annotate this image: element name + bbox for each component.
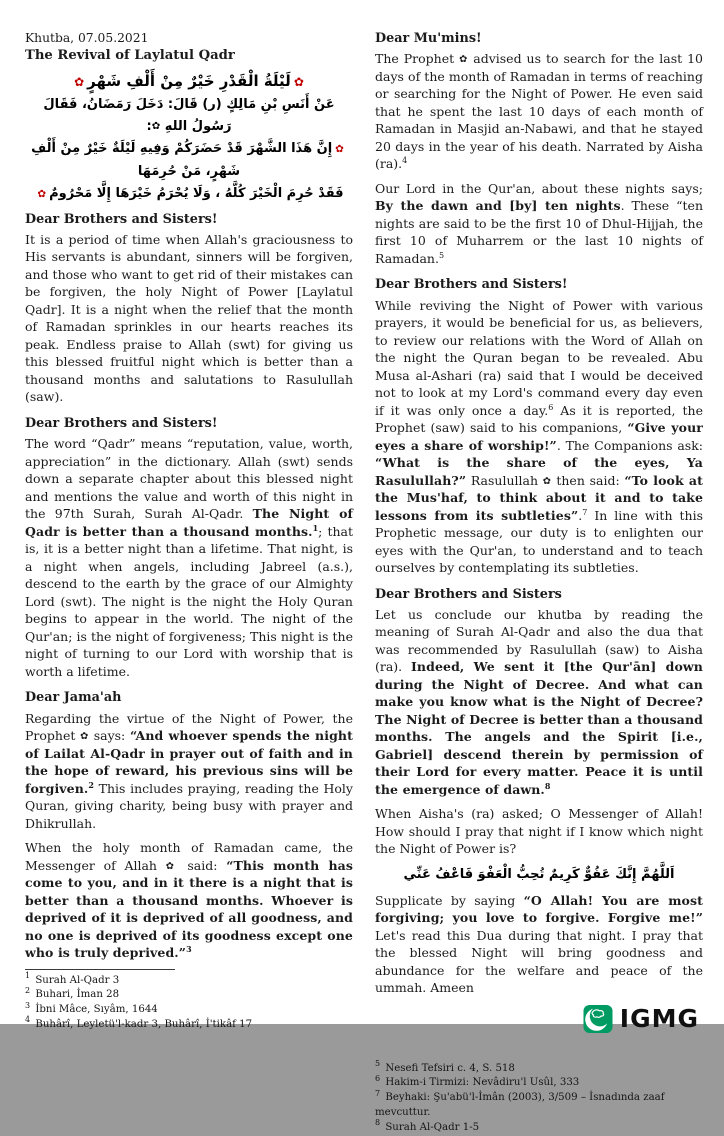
bold-text-run: “O Allah! You are most forgiving; you love to forgive. Forgive me!” [375,892,703,926]
footnote-number: 2 [25,985,31,995]
arabic-quote-block [25,69,353,205]
paragraph [375,805,703,858]
text-run: فَقَدْ حُرِمَ الْخَيْرَ كُلَّهُ ، وَلَا يُحْرَمُ خَيْرَهَا إِلَّا مَحْرُومٌ [49,185,344,201]
text-run: Supplicate by saying [375,892,524,908]
text-run: Let's read this Dua during that night. I pray that the blessed Night will bring goodness and abundance for the welfare and peace of the ummah. Ameen [375,927,703,996]
saw-calligraphy-icon: ✿ [542,475,552,487]
footnote-number: 3 [25,1000,31,1010]
bold-text-run: By the dawn and [by] ten nights [375,198,621,214]
footnote-number: 1 [25,971,31,981]
section-heading: Dear Brothers and Sisters [375,586,562,602]
arabic-dua: اَللَّهُمَّ إِنَّكَ عَفُوٌّ كَرِيمٌ تُحِبُّ الْعَفْوَ فَاعْفُ عَنِّي [403,866,675,882]
left-footnotes [25,969,353,1033]
footnote-number: 4 [25,1015,31,1025]
arabic-header-line [25,183,353,205]
text-run: As it is reported, the Prophet (saw) said to his companions, [375,402,703,436]
bold-text-run: “Give your eyes a share of worship!” [375,420,703,453]
igmg-logo [375,1004,703,1034]
footnote-reference: 1 [312,522,319,533]
footnote-reference: 4 [402,156,408,166]
right-column-text [375,30,703,1004]
bold-text-run: “This month has come to you, and in it there is a night that is better than a thousand months. Whoever is deprived of it is deprived of all goodness, and no one is deprived of its goodness except one who is truly deprived.” [25,857,354,961]
text-run: . These “ten nights are said to be the first 10 of Dhul-Hijjah, the first 10 of Muharrem or the last 10 nights of Ramadan. [375,198,703,266]
text-run: The word “Qadr” means “reputation, value, worth, appreciation” in the dictionary. Allah (swt) sends down a separate chapter about this blessed night and mentions the value and worth of this night in the 97th Surah, Surah Al-Qadr. [25,436,353,522]
section-heading: Dear Mu'mins! [375,31,482,46]
section-heading: Dear Jama'ah [25,690,122,706]
paragraph [375,50,703,173]
arabic-header-line [25,94,353,138]
right-footnote-list [375,1059,703,1136]
text-run: لَيْلَةُ الْقَدْرِ خَيْرٌ مِنْ أَلْفِ شَهْرٍ [87,71,291,90]
igmg-logo-text: IGMG [619,1004,699,1034]
red-ornament-icon: ✿ [74,74,85,89]
text-run: When the holy month of Ramadan came, the Messenger of Allah [25,840,353,873]
text-run: عَنْ أَنَسِ بْنِ مَالِكٍ (ر) قَالَ: دَخَلَ رَمَضَانُ، فَقَالَ رَسُولُ اللهِ [43,97,335,135]
bold-text-run: The Night of Qadr is better than a thousand months. [25,506,353,539]
footnote-number: 6 [375,1073,381,1083]
footnote: $^6$ Hakim-i Tirmizi: Nevâdiru'l Usûl, 333 [375,1073,580,1089]
text-run: This includes praying, reading the Holy Quran, giving charity, being busy with prayer and Dhikrullah. [25,780,353,831]
footnote: $^8$ Surah Al-Qadr 1-5 [375,1118,480,1133]
footnote: $^2$ Buhari, İman 28 [25,985,120,1001]
red-ornament-icon: ✿ [335,143,344,156]
saw-calligraphy-icon: ✿ [165,860,179,872]
section-heading: Dear Brothers and Sisters! [375,277,568,293]
paragraph [375,180,703,268]
paragraph [375,606,703,799]
footnote-number: 5 [375,1059,381,1069]
text-run: إِنَّ هَذَا الشَّهْرَ قَدْ حَضَرَكُمْ وَفِيهِ لَيْلَةٌ خَيْرٌ مِنْ أَلْفِ شَهْرٍ، مَنْ حُرِمَهَا [31,141,333,179]
footnote: $^5$ Nesefi Tefsiri c. 4, S. 518 [375,1059,515,1074]
document-title: The Revival of Laylatul Qadr [25,47,235,63]
igmg-crescent-map-icon [583,1004,613,1034]
footnote-reference: 5 [438,250,445,260]
footnote-separator [25,969,175,970]
text-run: ; that is, it is a better night than a lifetime. That night, is a night when angels, including Jabreel (a.s.), descend to the earth by the grace of our Almighty Lord (swt). The night is the night the Holy Quran begins to appear in the world. The night of the Qur'an; is the night of forgiveness; This night is the night of turning to our Lord with worship that is worth a lifetime. [25,523,353,679]
text-run: While reviving the Night of Power with various prayers, it would be beneficial for us, as believers, to review our relations with the Word of Allah on the night the Quran began to be revealed. Abu Musa al-Ashari (ra) said that I would be deceived not to look at my Lord's command every day even if it was only once a day. [375,297,703,418]
paragraph [25,231,353,406]
footnote-number: 8 [375,1118,381,1128]
text-run: In line with this Prophetic message, our duty is to enlighten our eyes with the Qur'an, to understand and to teach ourselves by contemplating its subtleties. [375,507,703,576]
paragraph [375,892,703,997]
footnote-reference: 7 [582,507,588,517]
right-footnotes [375,1059,703,1136]
footnote-reference: 2 [88,779,94,790]
footnote-reference: 6 [548,402,554,412]
footnote: $^4$ Buhârî, Leyletü'l-kadr 3, Buhârî, İ'tikâf 17 [25,1015,253,1030]
footnote-number: 7 [375,1088,381,1098]
red-ornament-icon: ✿ [293,74,304,89]
paragraph [25,839,353,962]
text-run: Our Lord in the Qur'an, about these nights says; [375,180,703,196]
text-run: . The Companions ask: [556,437,703,453]
section-heading: Dear Brothers and Sisters! [25,211,218,227]
saw-calligraphy-icon: ✿ [151,121,161,133]
text-run: then said: [551,472,625,488]
text-run: : [146,119,152,135]
text-run: It is a period of time when Allah's graciousness to His servants is abundant, sinners will be forgiven, and those who want to get rid of their mistakes can be forgiven, the holy Night of Power [Laylatul Qadr]. It is a night when the relief that the month of Ramadan sprinkles in our hearts reaches its peak. Endless praise to Allah (swt) for giving us this blessed fruitful night which is better than a thousand months and salutations to Rasulullah (saw). [25,231,353,405]
text-run: says: [89,728,130,744]
text-run: When Aisha's (ra) asked; O Messenger of Allah! How should I pray that night if I know which night the Night of Power is? [375,806,703,857]
text-run: The Prophet [375,51,460,67]
footnote: $^1$ Surah Al-Qadr 3 [25,971,120,986]
document-date-line: Khutba, 07.05.2021 [25,31,149,45]
bold-text-run: Indeed, We sent it [the Qur'ān] down during the Night of Decree. And what can make you know what is the Night of Decree? The Night of Decree is better than a thousand months. The angels and the Spirit [i.e., Gabriel] descend therein by permission of their Lord for every matter. Peace it is until the emergence of dawn. [375,659,704,797]
saw-calligraphy-icon: ✿ [80,731,89,743]
footnote-reference: 3 [186,943,192,954]
text-run: Let us conclude our khutba by reading the meaning of Surah Al-Qadr and also the dua that was recommended by Rasulullah (saw) to Aisha (ra). [375,606,703,675]
left-column [25,30,354,1030]
paragraph [375,297,703,577]
bold-text-run: “And whoever spends the night of Lailat Al-Qadr in prayer out of faith and in the hope of reward, his previous sins will be forgiven. [25,728,353,796]
text-run: Rasulullah [466,472,543,488]
paragraph [25,435,353,680]
saw-calligraphy-icon: ✿ [459,54,469,66]
bold-text-run: “What is the share of the eyes, Ya Rasulullah?” [375,455,703,488]
text-run: said: [178,857,227,873]
paragraph [25,710,353,833]
text-run: . [578,507,583,523]
footnote: $^7$ Beyhaki: Şu'abü'l-İmân (2003), 3/509 – İsnadında zaaf mevcuttur. [375,1088,665,1118]
arabic-header-line [25,69,353,95]
left-column-text [25,211,353,969]
footnote-reference: 8 [544,780,551,791]
footnote: $^3$ İbni Mâce, Sıyâm, 1644 [25,1000,158,1016]
bold-text-run: “To look at the Mus'haf, to think about it and to take lessons from its subtleties” [375,472,703,523]
text-run: advised us to search for the last 10 days of the month of Ramadan in terms of reaching or searching for the Night of Power. He even said that he spent the last 10 days of each month of Ramadan in Masjid an-Nabawi, and that he stayed 20 days in the year of his death. Narrated by Aisha (ra). [375,51,704,172]
arabic-header-line [25,138,353,182]
right-column [375,30,704,1133]
text-run: Regarding the virtue of the Night of Power, the Prophet [25,710,353,744]
red-ornament-icon: ✿ [37,187,47,200]
section-heading: Dear Brothers and Sisters! [25,415,218,431]
